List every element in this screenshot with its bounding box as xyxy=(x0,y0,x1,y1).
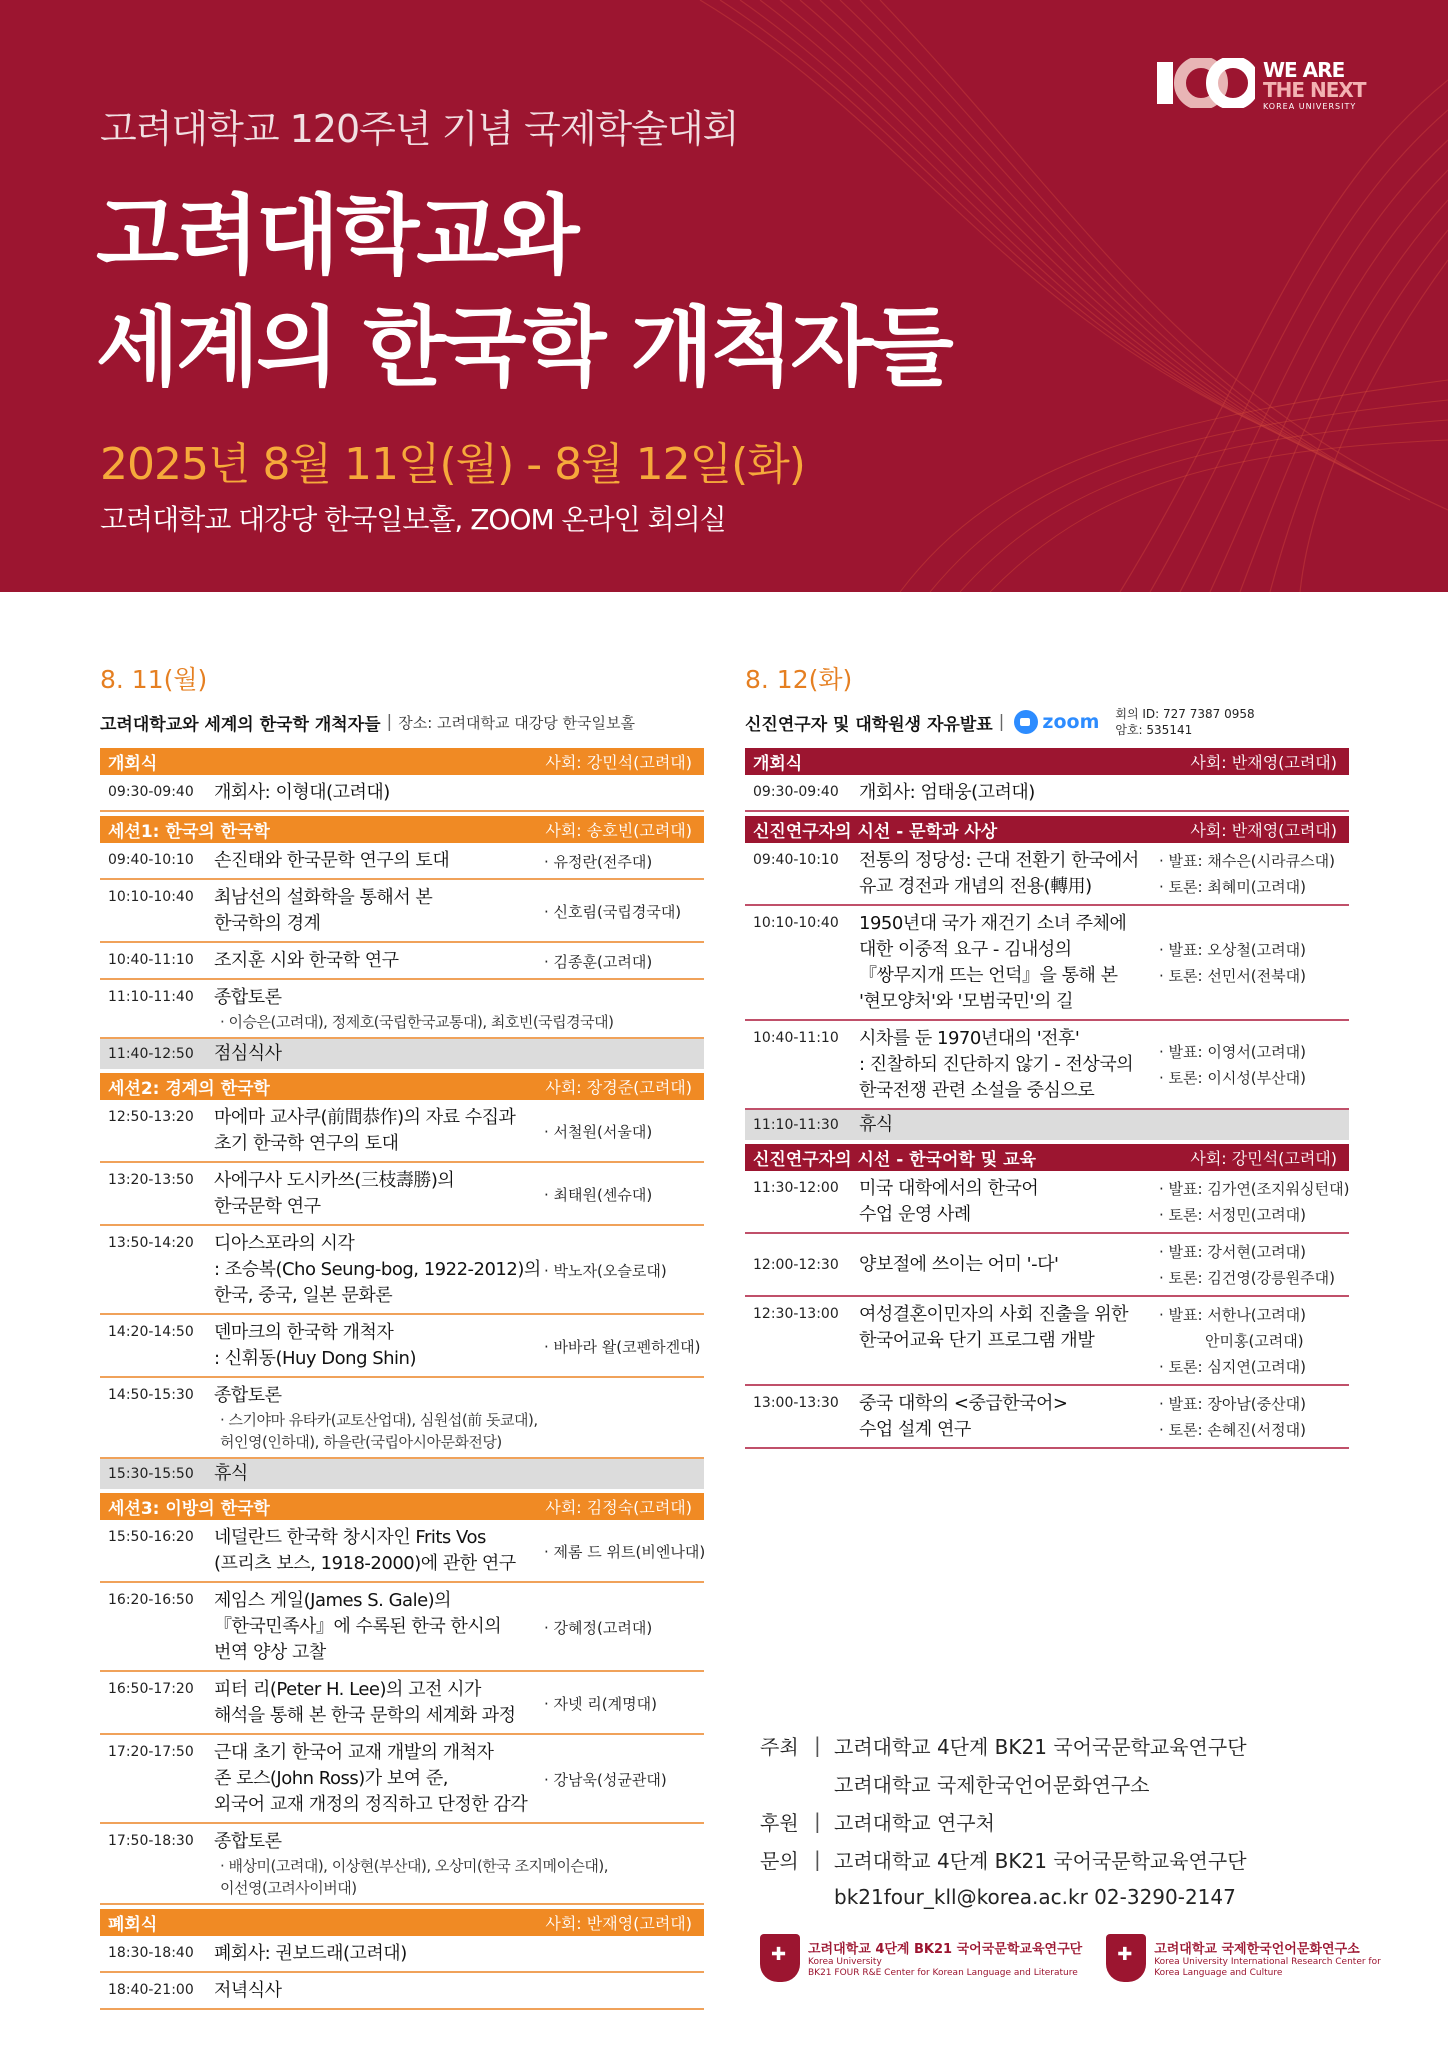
title-line: 사에구사 도시카쓰(三枝壽勝)의 xyxy=(214,1170,455,1191)
event-dates: 2025년 8월 11일(월) - 8월 12일(화) xyxy=(100,439,805,490)
logo-line1: WE ARE xyxy=(1263,58,1345,82)
row-title xyxy=(214,1383,704,1453)
row-speakers xyxy=(1159,937,1349,989)
day1-title: 고려대학교와 세계의 한국학 개척자들 xyxy=(100,714,381,735)
schedule-row xyxy=(100,1520,704,1583)
discussants: 이선영(고려사이버대) xyxy=(220,1879,357,1897)
bk21-logo xyxy=(760,1930,1082,1986)
row-speaker: · 자넷 리(계명대) xyxy=(544,1694,657,1713)
day2-heading xyxy=(745,700,1349,744)
row-title xyxy=(859,1026,1159,1104)
schedule-row xyxy=(100,880,704,943)
discussants: 허인영(인하대), 하을란(국립아시아문화전당) xyxy=(220,1433,502,1451)
title-line: 여성결혼이민자의 사회 진출을 위한 xyxy=(859,1304,1128,1325)
title-line: 근대 초기 한국어 교재 개발의 개척자 xyxy=(214,1742,494,1763)
organizer-logos xyxy=(760,1930,1420,1986)
section-title: 개회식 xyxy=(108,754,158,774)
day2-schedule xyxy=(745,660,1349,1449)
row-title: 양보절에 쓰이는 어미 '-다' xyxy=(859,1254,1059,1275)
title-line: 『쌍무지개 뜨는 언덕』을 통해 본 xyxy=(859,965,1118,986)
row-speaker: · 최태원(센슈대) xyxy=(544,1185,653,1204)
row-time: 14:50-15:30 xyxy=(108,1387,194,1403)
section-title: 신진연구자의 시선 - 한국어학 및 교육 xyxy=(753,1150,1036,1170)
title-line: 수업 설계 연구 xyxy=(859,1419,971,1440)
row-time: 10:10-10:40 xyxy=(753,915,839,931)
row-title xyxy=(859,848,1159,900)
contact-key: 문의 xyxy=(760,1848,799,1873)
section-title: 폐회식 xyxy=(108,1915,158,1935)
schedule-row xyxy=(100,1315,704,1378)
title-line: 종합토론 xyxy=(214,1831,282,1852)
row-time: 11:10-11:40 xyxy=(108,989,194,1005)
title-line: 최남선의 설화학을 통해서 본 xyxy=(214,887,433,908)
title-line: 시차를 둔 1970년대의 '전후' xyxy=(859,1028,1080,1049)
organizer-info xyxy=(760,1726,1360,1916)
schedule-row xyxy=(100,1824,704,1905)
sponsor-value: 고려대학교 연구처 xyxy=(834,1810,995,1835)
row-title xyxy=(859,911,1159,1015)
row-title: 조지훈 시와 한국학 연구 xyxy=(214,950,399,971)
day1-schedule xyxy=(100,660,704,2010)
section-title: 개회식 xyxy=(753,754,803,774)
schedule-row xyxy=(745,775,1349,812)
section-header xyxy=(100,816,704,843)
schedule-row xyxy=(100,1936,704,1973)
presenter: · 발표: 채수은(시라큐스대) xyxy=(1159,852,1335,870)
schedule-row xyxy=(100,1100,704,1163)
schedule-row xyxy=(745,1297,1349,1386)
title-line: 종합토론 xyxy=(214,987,282,1008)
schedule-row xyxy=(745,843,1349,906)
we-are-the-next-logo xyxy=(1155,58,1375,112)
korea-university-crest-icon xyxy=(760,1934,800,1982)
row-time: 18:40-21:00 xyxy=(108,1982,194,1998)
title-line: : 신휘동(Huy Dong Shin) xyxy=(214,1348,416,1369)
row-time: 17:20-17:50 xyxy=(108,1744,194,1760)
discussant: · 토론: 선민서(전북대) xyxy=(1159,967,1306,985)
research-center-logo xyxy=(1106,1930,1381,1986)
row-speaker: · 강남욱(성균관대) xyxy=(544,1770,667,1789)
day1-label: 8. 11(월) xyxy=(100,665,208,694)
discussant: · 토론: 최혜미(고려대) xyxy=(1159,878,1306,896)
section-header xyxy=(745,1144,1349,1171)
row-speaker: · 박노자(오슬로대) xyxy=(544,1261,667,1280)
title-line: 존 로스(John Ross)가 보여 준, xyxy=(214,1768,448,1789)
title-line: : 조승복(Cho Seung-bog, 1922-2012)의 xyxy=(214,1259,541,1280)
row-time: 15:30-15:50 xyxy=(108,1466,194,1482)
row-time: 12:00-12:30 xyxy=(753,1257,839,1273)
schedule-row xyxy=(100,1973,704,2010)
logo-english: Korea Language and Culture xyxy=(1154,1967,1283,1978)
discussant: · 토론: 김건영(강릉원주대) xyxy=(1159,1269,1335,1287)
presenter: · 발표: 강서현(고려대) xyxy=(1159,1243,1306,1261)
bk21-logo-text xyxy=(808,1938,1082,1979)
row-title xyxy=(214,985,704,1033)
row-title: 저녁식사 xyxy=(214,1980,282,2001)
title-line: 네덜란드 한국학 창시자인 Frits Vos xyxy=(214,1527,486,1548)
row-title xyxy=(214,1829,704,1899)
row-title: 폐회사: 권보드래(고려대) xyxy=(214,1943,407,1964)
schedule-row xyxy=(100,775,704,812)
contact-line xyxy=(760,1840,1360,1878)
presenter: · 발표: 장아남(중산대) xyxy=(1159,1395,1306,1413)
logo-english: Korea University International Research Center for xyxy=(1154,1956,1381,1967)
title-line: 디아스포라의 시각 xyxy=(214,1233,355,1254)
row-time: 13:50-14:20 xyxy=(108,1235,194,1251)
row-time: 12:50-13:20 xyxy=(108,1109,194,1125)
event-kicker: 고려대학교 120주년 기념 국제학술대회 xyxy=(100,107,739,151)
logo-korean: 고려대학교 국제한국언어문화연구소 xyxy=(1154,1941,1360,1957)
schedule-row xyxy=(100,1226,704,1315)
discussant: · 토론: 손혜진(서정대) xyxy=(1159,1421,1306,1439)
row-title xyxy=(214,1588,544,1666)
row-speaker: · 김종훈(고려대) xyxy=(544,952,653,971)
row-time: 18:30-18:40 xyxy=(108,1945,194,1961)
zoom-logo xyxy=(1014,710,1099,734)
title-line: 수업 운영 사례 xyxy=(859,1204,971,1225)
zoom-password: 암호: 535141 xyxy=(1115,723,1193,737)
section-header xyxy=(100,1493,704,1520)
row-speakers xyxy=(1159,848,1349,900)
schedule-row xyxy=(745,1171,1349,1234)
row-speakers xyxy=(1159,1039,1349,1091)
row-time: 15:50-16:20 xyxy=(108,1529,194,1545)
sponsor-key: 후원 xyxy=(760,1810,799,1835)
row-time: 10:10-10:40 xyxy=(108,889,194,905)
row-title xyxy=(859,1391,1159,1443)
schedule-row-break xyxy=(100,1459,704,1489)
schedule-row xyxy=(100,1735,704,1824)
title-line: 중국 대학의 <중급한국어> xyxy=(859,1393,1068,1414)
row-title: 휴식 xyxy=(214,1463,248,1484)
row-title: 개회사: 이형대(고려대) xyxy=(214,782,390,803)
section-title: 신진연구자의 시선 - 문학과 사상 xyxy=(753,822,998,842)
title-line: 한국, 중국, 일본 문화론 xyxy=(214,1285,393,1306)
title-line: : 진찰하되 진단하지 않기 - 전상국의 xyxy=(859,1054,1134,1075)
section-header xyxy=(100,1909,704,1936)
host-line xyxy=(760,1726,1360,1764)
schedule-row xyxy=(745,1234,1349,1297)
title-line: 초기 한국학 연구의 토대 xyxy=(214,1133,399,1154)
presenter: 안미홍(고려대) xyxy=(1205,1332,1304,1350)
separator: | xyxy=(814,1847,821,1871)
sponsor-line xyxy=(760,1802,1360,1840)
row-time: 11:30-12:00 xyxy=(753,1180,839,1196)
row-time: 11:10-11:30 xyxy=(753,1117,839,1133)
title-line: 마에마 교사쿠(前間恭作)의 자료 수집과 xyxy=(214,1107,516,1128)
separator: | xyxy=(814,1733,821,1757)
row-speaker: · 유정란(전주대) xyxy=(544,852,653,871)
row-speaker: · 바바라 왈(코펜하겐대) xyxy=(544,1337,701,1356)
row-title xyxy=(214,885,544,937)
schedule-row-break xyxy=(745,1110,1349,1140)
zoom-camera-icon xyxy=(1014,710,1038,734)
title-line: '현모양처'와 '모범국민'의 길 xyxy=(859,991,1074,1012)
host-key: 주최 xyxy=(760,1734,799,1759)
row-speakers xyxy=(1159,1391,1349,1443)
discussant: · 토론: 이시성(부산대) xyxy=(1159,1069,1306,1087)
row-time: 10:40-11:10 xyxy=(753,1030,839,1046)
row-time: 13:00-13:30 xyxy=(753,1395,839,1411)
section-moderator: 사회: 강민석(고려대) xyxy=(1190,1149,1337,1168)
separator: | xyxy=(998,712,1005,732)
schedule-row xyxy=(100,943,704,980)
title-line: 한국문학 연구 xyxy=(214,1196,321,1217)
schedule-row xyxy=(745,906,1349,1021)
presenter: · 발표: 이영서(고려대) xyxy=(1159,1043,1306,1061)
title-line: 한국전쟁 관련 소설을 중심으로 xyxy=(859,1080,1095,1101)
schedule-row-break xyxy=(100,1039,704,1069)
contact-value: 고려대학교 4단계 BK21 국어국문학교육연구단 xyxy=(834,1848,1247,1873)
title-line: 한국학의 경계 xyxy=(214,913,321,934)
row-title xyxy=(214,1168,544,1220)
row-speaker: · 서철원(서울대) xyxy=(544,1122,653,1141)
row-speakers xyxy=(1159,1302,1349,1380)
title-line: 1950년대 국가 재건기 소녀 주체에 xyxy=(859,913,1127,934)
zoom-meeting-id: 회의 ID: 727 7387 0958 xyxy=(1115,707,1255,721)
row-time: 09:30-09:40 xyxy=(753,784,839,800)
schedule-row xyxy=(100,1163,704,1226)
section-header xyxy=(745,748,1349,775)
section-header xyxy=(745,816,1349,843)
research-center-logo-text xyxy=(1154,1938,1381,1979)
logo-line3: KOREA UNIVERSITY xyxy=(1263,102,1357,111)
row-title: 개회사: 엄태웅(고려대) xyxy=(859,782,1035,803)
row-time: 14:20-14:50 xyxy=(108,1324,194,1340)
schedule-row xyxy=(745,1021,1349,1110)
title-line: 덴마크의 한국학 개척자 xyxy=(214,1322,394,1343)
title-line: (프리츠 보스, 1918-2000)에 관한 연구 xyxy=(214,1553,516,1574)
day2-title: 신진연구자 및 대학원생 자유발표 xyxy=(745,714,993,735)
row-time: 13:20-13:50 xyxy=(108,1172,194,1188)
row-title xyxy=(859,1302,1159,1354)
presenter: · 발표: 오상철(고려대) xyxy=(1159,941,1306,959)
title-line: 미국 대학에서의 한국어 xyxy=(859,1178,1039,1199)
zoom-meeting-info xyxy=(1115,706,1254,738)
event-title xyxy=(96,180,951,404)
title-line: 종합토론 xyxy=(214,1385,282,1406)
section-title: 세션1: 한국의 한국학 xyxy=(108,822,270,842)
row-title xyxy=(214,1525,544,1577)
row-time: 09:30-09:40 xyxy=(108,784,194,800)
row-title xyxy=(859,1176,1159,1228)
schedule-row xyxy=(745,1386,1349,1449)
row-title: 손진태와 한국문학 연구의 토대 xyxy=(214,850,450,871)
tiger-emblem-icon xyxy=(1106,1934,1146,1982)
row-title: 휴식 xyxy=(859,1114,893,1135)
section-moderator: 사회: 장경준(고려대) xyxy=(545,1078,692,1097)
row-time: 09:40-10:10 xyxy=(753,852,839,868)
title-line: 번역 양상 고찰 xyxy=(214,1642,326,1663)
row-title xyxy=(214,1740,544,1818)
title-line: 한국어교육 단기 프로그램 개발 xyxy=(859,1330,1095,1351)
logo-line2: THE NEXT xyxy=(1263,78,1366,102)
row-speaker: · 신호림(국립경국대) xyxy=(544,902,682,921)
day1-place: 장소: 고려대학교 대강당 한국일보홀 xyxy=(398,713,635,732)
section-moderator: 사회: 반재영(고려대) xyxy=(1190,821,1337,840)
title-line: 유교 경전과 개념의 전용(轉用) xyxy=(859,876,1092,897)
host-value: 고려대학교 4단계 BK21 국어국문학교육연구단 xyxy=(834,1734,1247,1759)
row-time: 12:30-13:00 xyxy=(753,1306,839,1322)
title-line: 전통의 정당성: 근대 전환기 한국에서 xyxy=(859,850,1139,871)
section-moderator: 사회: 반재영(고려대) xyxy=(1190,753,1337,772)
event-venue: 고려대학교 대강당 한국일보홀, ZOOM 온라인 회의실 xyxy=(100,503,726,536)
120-anniversary-mark-icon xyxy=(1155,58,1255,108)
row-time: 16:50-17:20 xyxy=(108,1681,194,1697)
section-moderator: 사회: 송호빈(고려대) xyxy=(545,821,692,840)
separator: | xyxy=(386,712,393,732)
row-title xyxy=(214,1105,544,1157)
contact-email-phone: bk21four_kll@korea.ac.kr 02-3290-2147 xyxy=(834,1885,1236,1909)
title-line: 대한 이중적 요구 - 김내성의 xyxy=(859,939,1072,960)
row-time: 11:40-12:50 xyxy=(108,1046,194,1062)
schedule-row xyxy=(100,1583,704,1672)
title-line: 제임스 게일(James S. Gale)의 xyxy=(214,1590,452,1611)
discussants: · 스기야마 유타카(교토산업대), 심원섭(前 돗쿄대), xyxy=(220,1411,538,1429)
discussants: · 이승은(고려대), 정제호(국립한국교통대), 최호빈(국립경국대) xyxy=(220,1013,614,1031)
section-header xyxy=(100,1073,704,1100)
row-time: 17:50-18:30 xyxy=(108,1833,194,1849)
presenter: · 발표: 서한나(고려대) xyxy=(1159,1306,1306,1324)
title-line2: 세계의 한국학 개척자들 xyxy=(96,298,951,398)
logo-english: BK21 FOUR R&E Center for Korean Language and Literature xyxy=(808,1967,1078,1978)
section-moderator: 사회: 김정숙(고려대) xyxy=(545,1498,692,1517)
row-title xyxy=(214,1231,544,1309)
row-speaker: · 제롬 드 위트(비엔나대) xyxy=(544,1542,706,1561)
row-time: 09:40-10:10 xyxy=(108,852,194,868)
logo-korean: 고려대학교 4단계 BK21 국어국문학교육연구단 xyxy=(808,1941,1083,1957)
presenter: · 발표: 김가연(조지워싱턴대) xyxy=(1159,1180,1350,1198)
row-time: 10:40-11:10 xyxy=(108,952,194,968)
host-value-2: 고려대학교 국제한국언어문화연구소 xyxy=(834,1772,1150,1797)
logo-english: Korea University xyxy=(808,1956,882,1967)
section-moderator: 사회: 반재영(고려대) xyxy=(545,1914,692,1933)
header-banner xyxy=(0,0,1448,592)
title-line1: 고려대학교와 xyxy=(96,186,577,286)
row-time: 16:20-16:50 xyxy=(108,1592,194,1608)
row-speakers xyxy=(1159,1176,1349,1228)
title-line: 해석을 통해 본 한국 문학의 세계화 과정 xyxy=(214,1705,516,1726)
row-title xyxy=(214,1320,544,1372)
zoom-wordmark: zoom xyxy=(1042,711,1100,733)
title-line: 외국어 교재 개정의 정직하고 단정한 감각 xyxy=(214,1794,528,1815)
row-title xyxy=(214,1677,544,1729)
row-title: 점심식사 xyxy=(214,1043,282,1064)
discussants: · 배상미(고려대), 이상현(부산대), 오상미(한국 조지메이슨대), xyxy=(220,1857,609,1875)
section-moderator: 사회: 강민석(고려대) xyxy=(545,753,692,772)
discussant: · 토론: 서정민(고려대) xyxy=(1159,1206,1306,1224)
schedule-row xyxy=(100,843,704,880)
section-header xyxy=(100,748,704,775)
section-title: 세션2: 경계의 한국학 xyxy=(108,1079,270,1099)
schedule-row xyxy=(100,1672,704,1735)
day1-heading xyxy=(100,700,704,744)
day2-label: 8. 12(화) xyxy=(745,665,853,694)
schedule-row xyxy=(100,980,704,1039)
row-speakers xyxy=(1159,1239,1349,1291)
discussant: · 토론: 심지연(고려대) xyxy=(1159,1358,1306,1376)
title-line: 피터 리(Peter H. Lee)의 고전 시가 xyxy=(214,1679,481,1700)
title-line: 『한국민족사』에 수록된 한국 한시의 xyxy=(214,1616,502,1637)
section-title: 세션3: 이방의 한국학 xyxy=(108,1499,270,1519)
schedule-row xyxy=(100,1378,704,1459)
row-speaker: · 강혜정(고려대) xyxy=(544,1618,653,1637)
separator: | xyxy=(814,1809,821,1833)
